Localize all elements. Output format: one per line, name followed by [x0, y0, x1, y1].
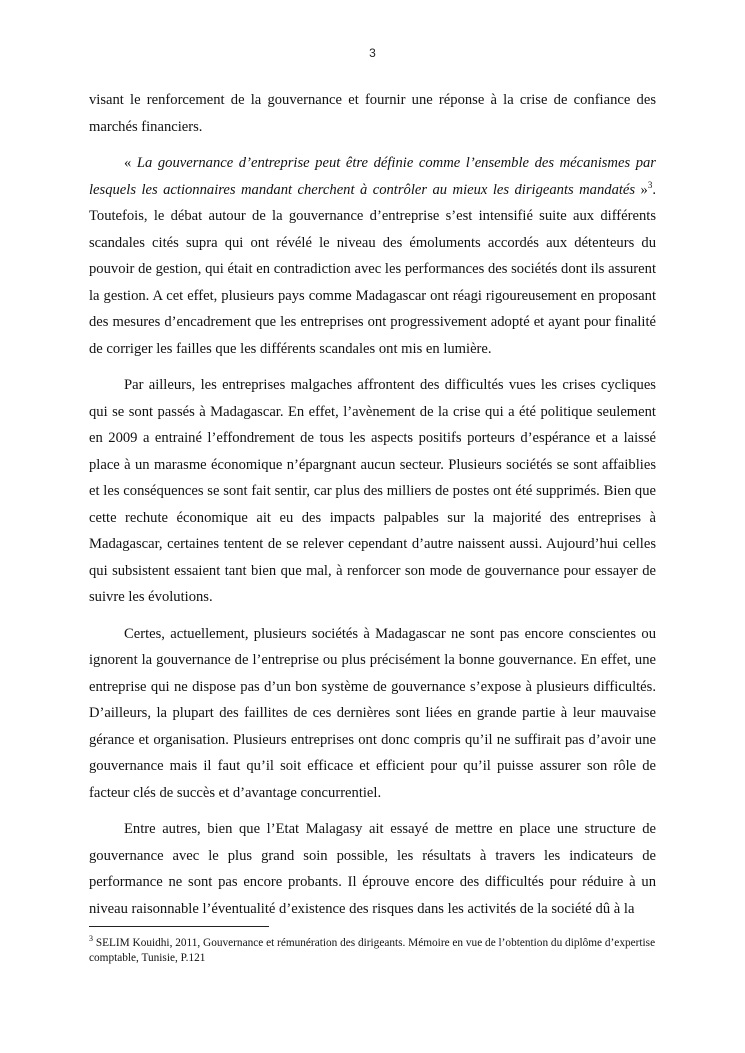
paragraph-3: Par ailleurs, les entreprises malgaches affrontent des difficultés vues les crises cycliques qui se sont passés à Madagascar. En effet, l’avènement de la crise qui a été politique seulement en 2009 a entrainé l’effondrement de tous les aspects positifs porteurs d’espérance et a laissé place à un marasme économique n’épargnant aucun secteur. Plusieurs sociétés se sont affaiblies et les conséquences se sont fait sentir, car plus des milliers de postes ont été supprimés. Bien que cette rechute économique ait eu des impacts palpables sur la majorité des entreprises à Madagascar, certaines tentent de se relever cependant d’autre naissent aussi. Aujourd’hui celles qui subsistent essaient tant bien que mal, à renforcer son mode de gouvernance pour essayer de suivre les évolutions.: [89, 377, 656, 605]
footnote-text: SELIM Kouidhi, 2011, Gouvernance et rémunération des dirigeants. Mémoire en vue de l’obtention du diplôme d’expertise comptable, Tunisie, P.121: [89, 937, 656, 964]
governance-definition-quote: La gouvernance d’entreprise peut être définie comme l’ensemble des mécanismes par lesquels les actionnaires mandant cherchent à contrôler au mieux les dirigeants mandatés: [89, 155, 656, 198]
paragraph-1: visant le renforcement de la gouvernance et fournir une réponse à la crise de confiance des marchés financiers.: [89, 92, 656, 135]
quote-open-mark: «: [124, 155, 137, 171]
footnote-separator: [89, 926, 269, 927]
footnote-reference[interactable]: 3: [647, 179, 653, 190]
footnote-marker: 3: [89, 934, 93, 944]
footnote: [89, 936, 656, 965]
paragraph-5: Entre autres, bien que l’Etat Malagasy ait essayé de mettre en place une structure de gouvernance avec le plus grand soin possible, les résultats à travers les indicateurs de performance ne sont pas encore probants. Il éprouve encore des difficultés pour réduire à un niveau raisonnable l’éventualité d’existence des risques dans les activités de la société dû à la: [89, 821, 656, 917]
paragraph-4: Certes, actuellement, plusieurs sociétés à Madagascar ne sont pas encore conscientes ou ignorent la gouvernance de l’entreprise ou plus précisément la bonne gouvernance. En effet, une entreprise qui ne dispose pas d’un bon système de gouvernance s’expose à plusieurs difficultés. D’ailleurs, la plupart des faillites de ces dernières sont liées en grande partie à leur mauvaise gérance et organisation. Plusieurs entreprises ont donc compris qu’il ne suffirait pas d’avoir une gouvernance mais il faut qu’il soit efficace et efficient pour qu’il puisse assurer son rôle de facteur clés de succès et d’avantage concurrentiel.: [89, 625, 656, 801]
paragraph-2-text: . Toutefois, le débat autour de la gouvernance d’entreprise s’est intensifié suite aux différents scandales cités supra qui ont révélé le niveau des émoluments accordés aux détenteurs du pouvoir de gestion, qui était en contradiction avec les performances des sociétés dont ils assurent la gestion. A cet effet, plusieurs pays comme Madagascar ont réagi rigoureusement en proposant des mesures d’encadrement que les entreprises ont progressivement adopté et ayant pour finalité de corriger les failles que les différents scandales ont mis en lumière.: [89, 181, 656, 357]
page-number: 3: [369, 46, 376, 60]
paragraph-2: [89, 150, 656, 362]
document-body: [89, 87, 656, 932]
quote-close-mark: »: [635, 181, 648, 198]
